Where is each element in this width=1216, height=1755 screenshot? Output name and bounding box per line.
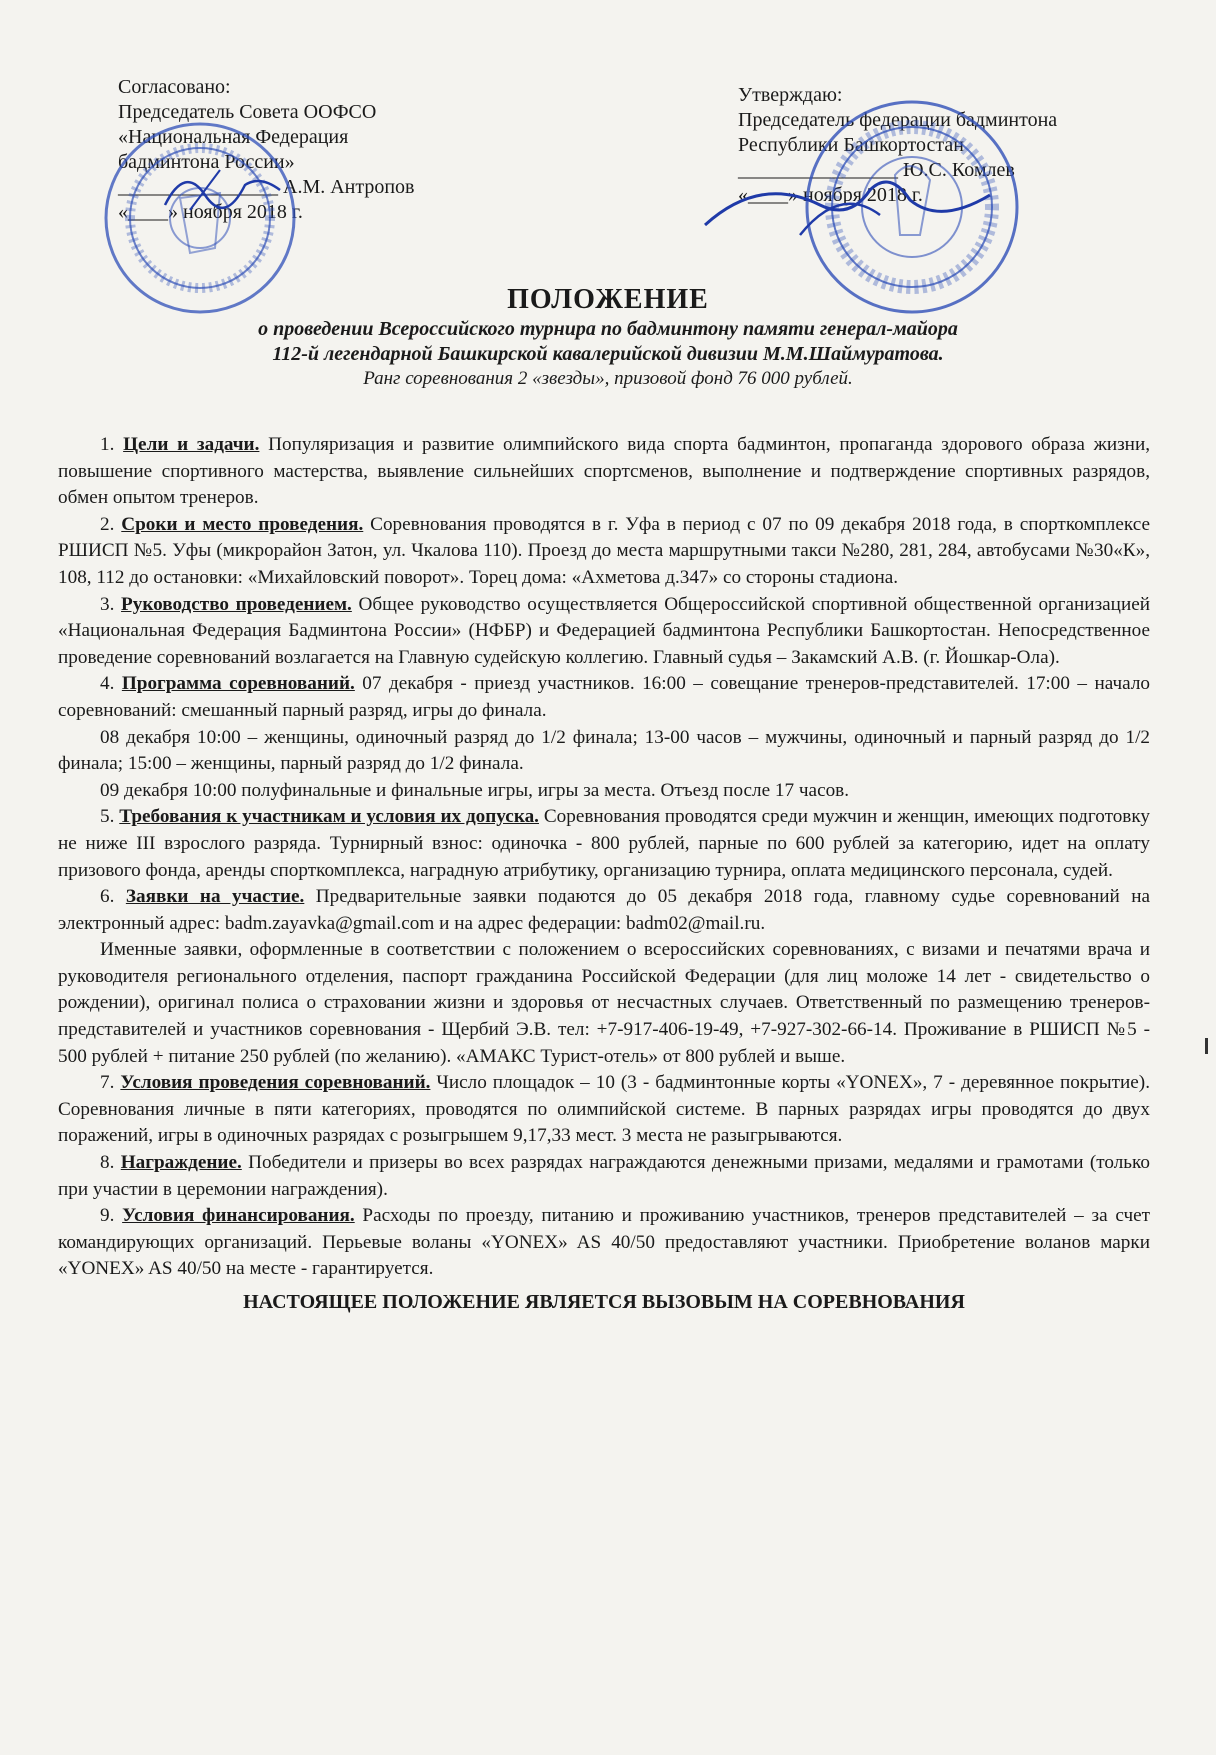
- confirm-label: Утверждаю:: [738, 84, 843, 106]
- section-text: Популяризация и развитие олимпийского вида спорта бадминтон, пропаганда здорового образа жизни, повышение спортивного мастерства, выявление сильнейших спортсменов, выполнение и подтверждение спортивных разрядов, обмен опытом тренеров.: [58, 434, 1151, 509]
- closing-statement: НАСТОЯЩЕЕ ПОЛОЖЕНИЕ ЯВЛЯЕТСЯ ВЫЗОВЫМ НА СОРЕВНОВАНИЯ: [243, 1291, 965, 1313]
- section-text: Расходы по проезду, питанию и проживанию участников, тренеров представителей – за счет командирующих организаций. Перьевые воланы «YONEX» AS 40/50 предоставляют участники. Приобретение воланов марки «YONEX» AS 40/50 на месте - гарантируется.: [58, 1205, 1151, 1280]
- section-1: [58, 432, 1150, 512]
- section-number: 7.: [100, 1072, 115, 1094]
- section-4: [58, 671, 1150, 724]
- section-title: Программа соревнований.: [121, 673, 355, 695]
- competition-rank: Ранг соревнования 2 «звезды», призовой фонд 76 000 рублей.: [363, 368, 853, 389]
- section-title: Награждение.: [120, 1152, 242, 1174]
- section-title: Руководство проведением.: [121, 593, 352, 615]
- confirmer-position: Председатель федерации бадминтона: [738, 109, 1058, 131]
- section-number: 2.: [100, 513, 115, 535]
- section-text: 07 декабря - приезд участников. 16:00 – совещание тренеров-представителей. 17:00 – начало соревнований: смешанный парный разряд, игры до финала.: [58, 673, 1150, 721]
- section-6: [58, 884, 1150, 937]
- section-7: [58, 1070, 1150, 1150]
- section-text: Число площадок – 10 (3 - бадминтонные корты «YONEX», 7 - деревянное покрытие). Соревнования личные в пяти категориях, проводятся по олимпийской системе. В парных разрядах игры проводятся до двух поражений, игры в одиночных разрядах с розыгрышем 9,17,33 мест. 3 места не разыгрываются.: [58, 1072, 1150, 1147]
- section-8: [58, 1150, 1150, 1203]
- section-title: Требования к участникам и условия их допуска.: [119, 806, 539, 828]
- section-text: Общее руководство осуществляется Общероссийской спортивной общественной организацией «Национальная Федерация Бадминтона России» (НФБР) и Федерацией бадминтона Республики Башкортостан. Непосредственное проведение соревнований возлагается на Главную судейскую коллегию. Главный судья – Закамский А.В. (г. Йошкар-Ола).: [58, 593, 1150, 668]
- section-text: Соревнования проводятся среди мужчин и женщин, имеющих подготовку не ниже III взрослого разряда. Турнирный взнос: одиночка - 800 рублей, парные по 600 рублей за категорию, идет на оплату призового фонда, аренды спорткомплекса, наградную атрибутику, организацию турнира, оплата медицинского персонала, судей.: [58, 806, 1151, 881]
- section-text: Победители и призеры во всех разрядах награждаются денежными призами, медалями и грамотами (только при участии в церемонии награждения).: [58, 1152, 1150, 1200]
- section-title: Заявки на участие.: [125, 886, 305, 908]
- section-number: 1.: [100, 434, 115, 455]
- section-text: Предварительные заявки подаются до 05 декабря 2018 года, главному судье соревнований на электронный адрес: badm.zayavka@gmail.com и на адрес федерации: badm02@mail.ru.: [58, 886, 1151, 934]
- confirm-date: «____» ноября 2018 г.: [738, 184, 923, 206]
- title-subtitle-2: 112-й легендарной Башкирской кавалерийской дивизии М.М.Шаймуратова.: [272, 343, 944, 365]
- page-title: ПОЛОЖЕНИЕ: [507, 284, 709, 315]
- section-5: [58, 804, 1150, 884]
- confirmer-signature-line: ________________ Ю.С. Комлев: [738, 159, 1015, 181]
- section-number: 3.: [100, 593, 115, 615]
- section-4-paragraph-2: 08 декабря 10:00 – женщины, одиночный разряд до 1/2 финала; 13-00 часов – мужчины, одиночный и парный разряд до 1/2 финала; 15:00 – женщины, парный разряд до 1/2 финала.: [58, 726, 1150, 775]
- title-subtitle: о проведении Всероссийского турнира по бадминтону памяти генерал-майора: [258, 318, 958, 340]
- signature-icon: [160, 160, 290, 220]
- section-3: [58, 592, 1150, 672]
- scan-mark: [1205, 1038, 1208, 1054]
- confirmer-region: Республики Башкортостан: [738, 134, 964, 156]
- approver-position: Председатель Совета ООФСО: [118, 101, 377, 123]
- section-2: [58, 512, 1150, 592]
- section-number: 9.: [100, 1205, 115, 1227]
- section-text: Соревнования проводятся в г. Уфа в период с 07 по 09 декабря 2018 года, в спорткомплексе РШИСП №5. Уфы (микрорайон Затон, ул. Чкалова 110). Проезд до места маршрутными такси №280, 281, 284, автобусами №30«К», 108, 112 до остановки: «Михайловский поворот». Торец дома: «Ахметова д.347» со стороны стадиона.: [58, 513, 1151, 588]
- approver-org-cont: бадминтона России»: [118, 151, 295, 173]
- section-number: 8.: [100, 1152, 115, 1174]
- section-number: 5.: [100, 806, 115, 828]
- section-title: Сроки и место проведения.: [121, 513, 364, 535]
- document-body: [58, 432, 1150, 1316]
- section-6-paragraph-2: Именные заявки, оформленные в соответствии с положением о всероссийских соревнованиях, с визами и печатями врача и руководителя регионального отделения, паспорт гражданина Российской Федерации (для лиц моложе 14 лет - свидетельство о рождении), оригинал полиса о страховании жизни и здоровья от несчастных случаев. Ответственный по размещению тренеров-представителей и участников соревнования - Щербий Э.В. тел: +7-917-406-19-49, +7-927-302-66-14. Проживание в РШИСП №5 - 500 рублей + питание 250 рублей (по желанию). «АМАКС Турист-отель» от 800 рублей и выше.: [58, 939, 1150, 1067]
- section-number: 6.: [100, 886, 115, 908]
- section-title: Условия финансирования.: [122, 1205, 355, 1227]
- approver-signature-line: ________________ А.М. Антропов: [118, 176, 415, 198]
- section-title: Цели и задачи.: [123, 434, 260, 455]
- document-title-block: [0, 283, 1216, 391]
- signature-icon: [700, 165, 1000, 245]
- section-9: [58, 1203, 1150, 1283]
- section-number: 4.: [100, 673, 115, 695]
- approver-org: «Национальная Федерация: [118, 126, 349, 148]
- approval-label: Согласовано:: [118, 76, 231, 98]
- section-4-paragraph-3: 09 декабря 10:00 полуфинальные и финальные игры, игры за места. Отъезд после 17 часов.: [100, 779, 850, 801]
- approval-date: «____» ноября 2018 г.: [118, 201, 303, 223]
- section-title: Условия проведения соревнований.: [120, 1072, 431, 1094]
